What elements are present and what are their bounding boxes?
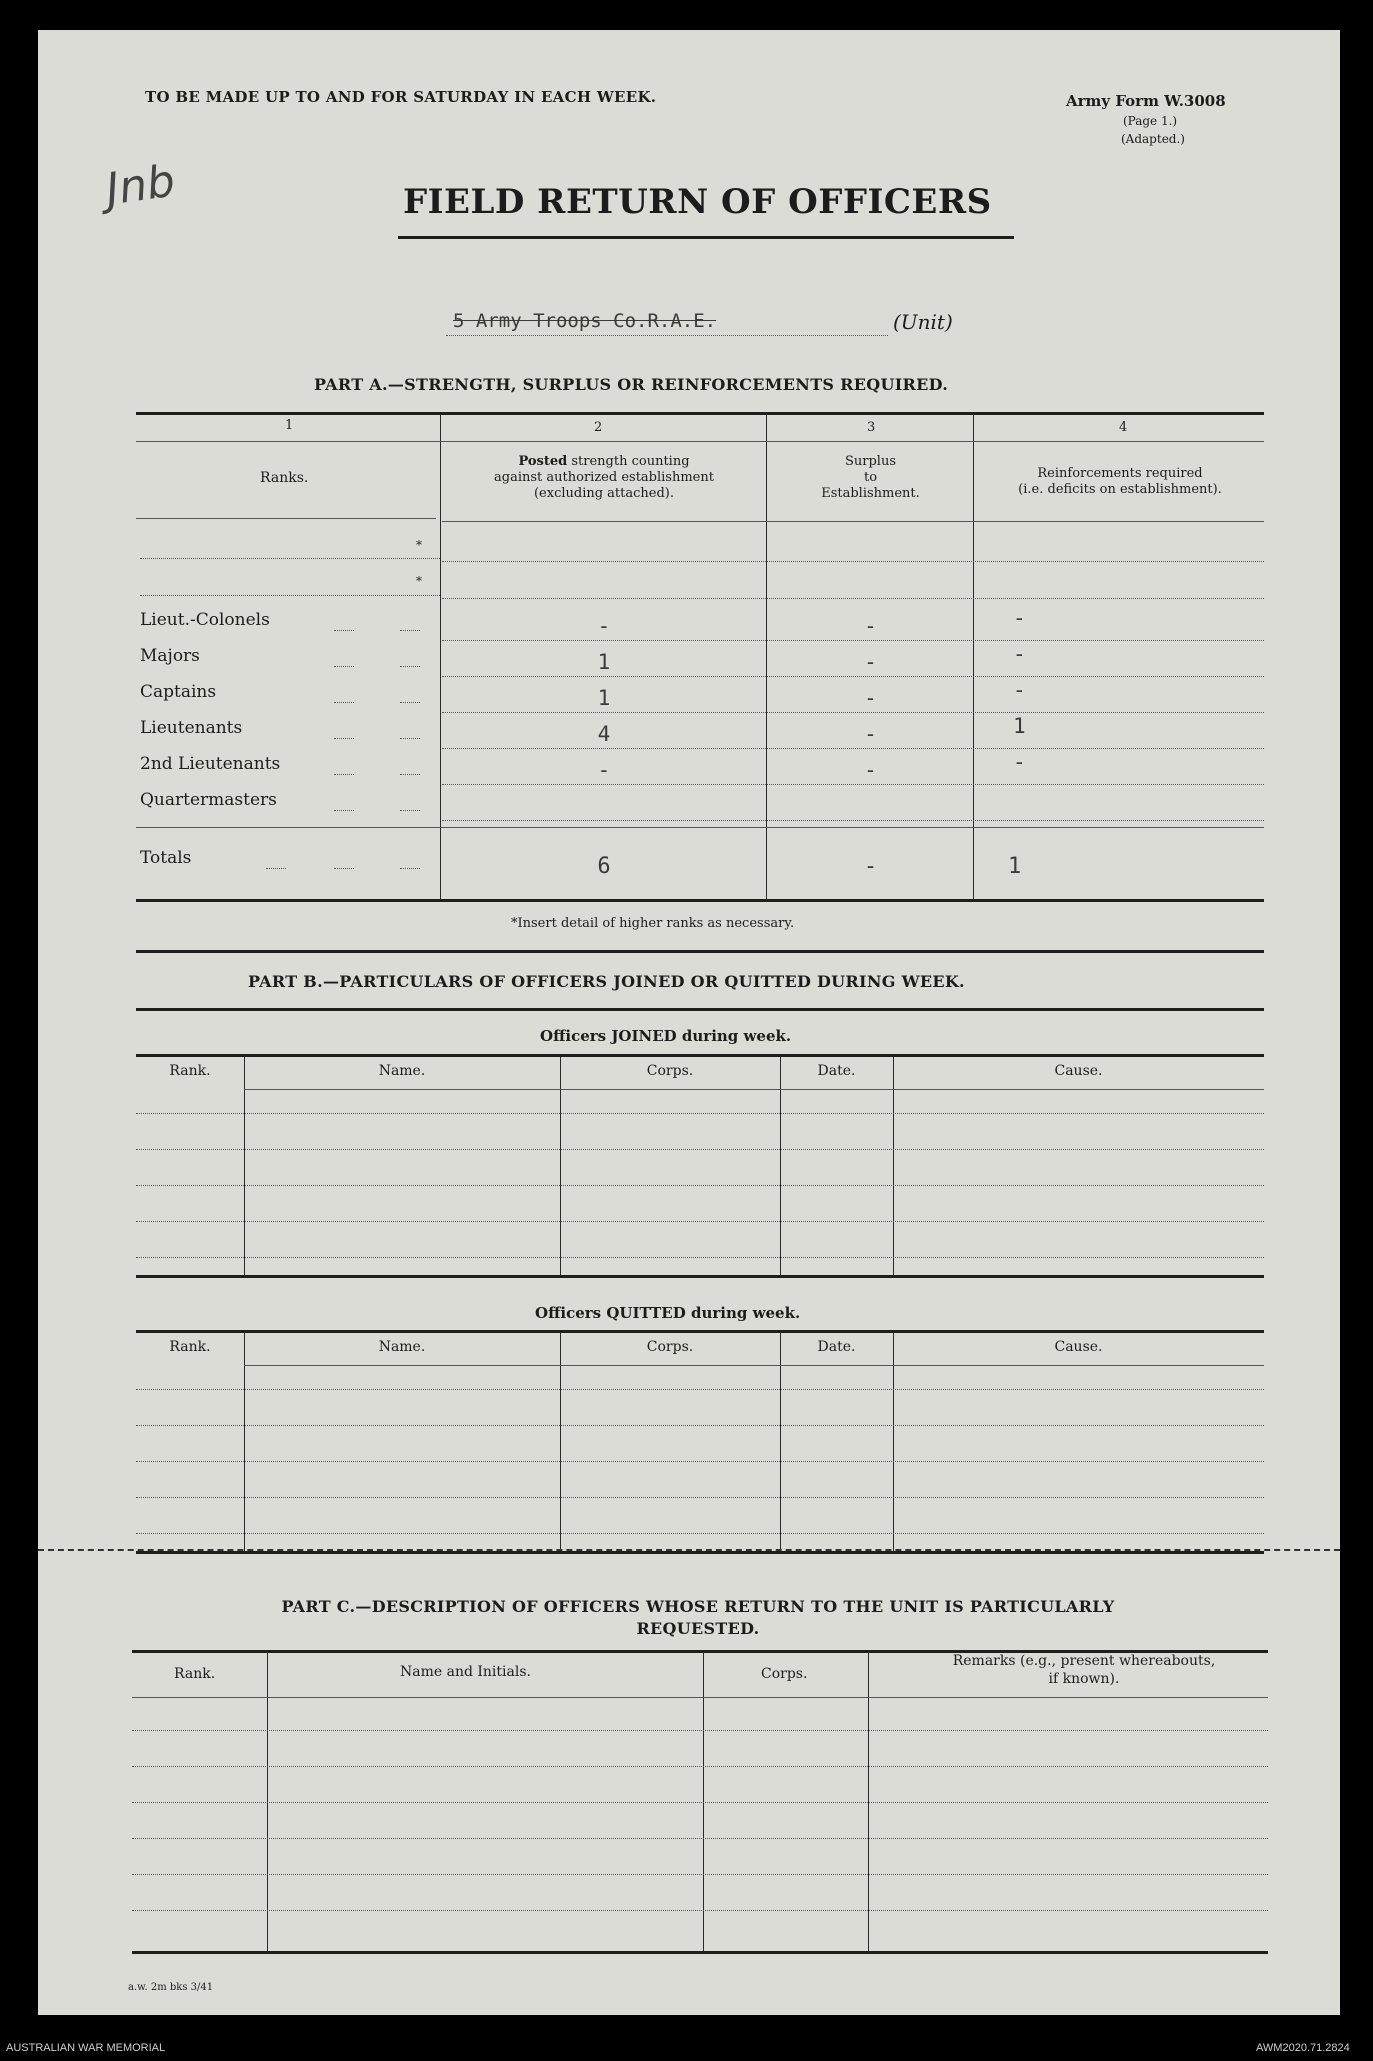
title-underline xyxy=(398,236,1014,239)
quitted-col-cause: Cause. xyxy=(1054,1339,1103,1355)
unit-value: 5 Army Troops Co.R.A.E. xyxy=(453,310,717,332)
joined-col-rank: Rank. xyxy=(169,1063,211,1079)
rank-label: Lieutenants xyxy=(140,718,243,738)
page-title: FIELD RETURN OF OFFICERS xyxy=(403,182,992,222)
surplus-value: - xyxy=(864,686,877,710)
col-header-surplus: Surplus to Establishment. xyxy=(821,454,920,501)
part-c-col-rank: Rank. xyxy=(174,1666,216,1682)
unit-dotted-line xyxy=(446,335,888,336)
surplus-value: - xyxy=(864,722,877,746)
reinforcement-value: - xyxy=(1013,750,1026,774)
totals-surplus: - xyxy=(863,854,878,879)
posted-value: 1 xyxy=(597,686,611,710)
quitted-title: Officers QUITTED during week. xyxy=(535,1304,801,1322)
footer-archive-name: AUSTRALIAN WAR MEMORIAL xyxy=(6,2042,166,2054)
totals-reinforcements: 1 xyxy=(1008,854,1022,879)
col-number-2: 2 xyxy=(594,420,603,435)
posted-value: 1 xyxy=(597,650,611,674)
part-a-footnote: *Insert detail of higher ranks as necessary. xyxy=(511,916,795,931)
reinforcement-value: - xyxy=(1013,678,1026,702)
col-header-ranks: Ranks. xyxy=(260,470,309,486)
form-number: Army Form W.3008 xyxy=(1066,92,1226,110)
perforation-line xyxy=(38,1549,1340,1551)
part-c-col-corps: Corps. xyxy=(761,1666,808,1682)
col-header-posted: Posted strength counting against authorized establishment (excluding attached). xyxy=(494,454,714,501)
instruction-text: TO BE MADE UP TO AND FOR SATURDAY IN EACH WEEK. xyxy=(145,88,657,106)
surplus-value: - xyxy=(864,758,877,782)
joined-title: Officers JOINED during week. xyxy=(540,1027,792,1045)
reinforcement-value: - xyxy=(1013,606,1026,630)
page-number: (Page 1.) xyxy=(1123,114,1178,128)
quitted-col-date: Date. xyxy=(817,1339,856,1355)
surplus-value: - xyxy=(864,650,877,674)
rank-label: Quartermasters xyxy=(140,790,277,810)
reinforcement-value: 1 xyxy=(1013,714,1026,738)
adapted-note: (Adapted.) xyxy=(1121,132,1185,146)
part-c-heading: PART C.—DESCRIPTION OF OFFICERS WHOSE RETURN TO THE UNIT IS PARTICULARLY REQUESTED. xyxy=(281,1597,1115,1638)
joined-col-name: Name. xyxy=(378,1063,426,1079)
surplus-value: - xyxy=(864,614,877,638)
handwritten-initials: Jnb xyxy=(102,155,179,216)
quitted-col-rank: Rank. xyxy=(169,1339,211,1355)
posted-value: 4 xyxy=(597,722,611,746)
unit-label: (Unit) xyxy=(893,310,953,334)
col-number-1: 1 xyxy=(285,418,294,433)
footer-reference-number: AWM2020.71.2824 xyxy=(1256,2042,1350,2054)
part-b-heading: PART B.—PARTICULARS OF OFFICERS JOINED OR QUITTED DURING WEEK. xyxy=(248,972,965,991)
star-marker: * xyxy=(416,574,422,588)
rank-label: 2nd Lieutenants xyxy=(140,754,281,774)
posted-value: - xyxy=(597,758,611,782)
form-sheet xyxy=(38,30,1340,2015)
col-number-3: 3 xyxy=(867,420,876,435)
part-a-heading: PART A.—STRENGTH, SURPLUS OR REINFORCEMENTS REQUIRED. xyxy=(314,375,949,394)
rank-label: Captains xyxy=(140,682,217,702)
quitted-col-corps: Corps. xyxy=(646,1339,694,1355)
col-header-reinforcements: Reinforcements required (i.e. deficits on establishment). xyxy=(1018,466,1222,497)
rank-label: Lieut.-Colonels xyxy=(140,610,270,630)
joined-col-cause: Cause. xyxy=(1054,1063,1103,1079)
posted-value: - xyxy=(597,614,611,638)
print-code: a.w. 2m bks 3/41 xyxy=(128,1982,214,1993)
totals-label: Totals xyxy=(140,848,192,868)
part-c-col-name: Name and Initials. xyxy=(400,1664,531,1680)
rank-label: Majors xyxy=(140,646,200,666)
totals-posted: 6 xyxy=(597,854,611,879)
star-marker: * xyxy=(416,538,422,552)
joined-col-date: Date. xyxy=(817,1063,856,1079)
part-c-col-remarks: Remarks (e.g., present whereabouts, if known). xyxy=(952,1653,1216,1687)
col-number-4: 4 xyxy=(1119,420,1128,435)
joined-col-corps: Corps. xyxy=(646,1063,694,1079)
quitted-col-name: Name. xyxy=(378,1339,426,1355)
reinforcement-value: - xyxy=(1013,642,1026,666)
